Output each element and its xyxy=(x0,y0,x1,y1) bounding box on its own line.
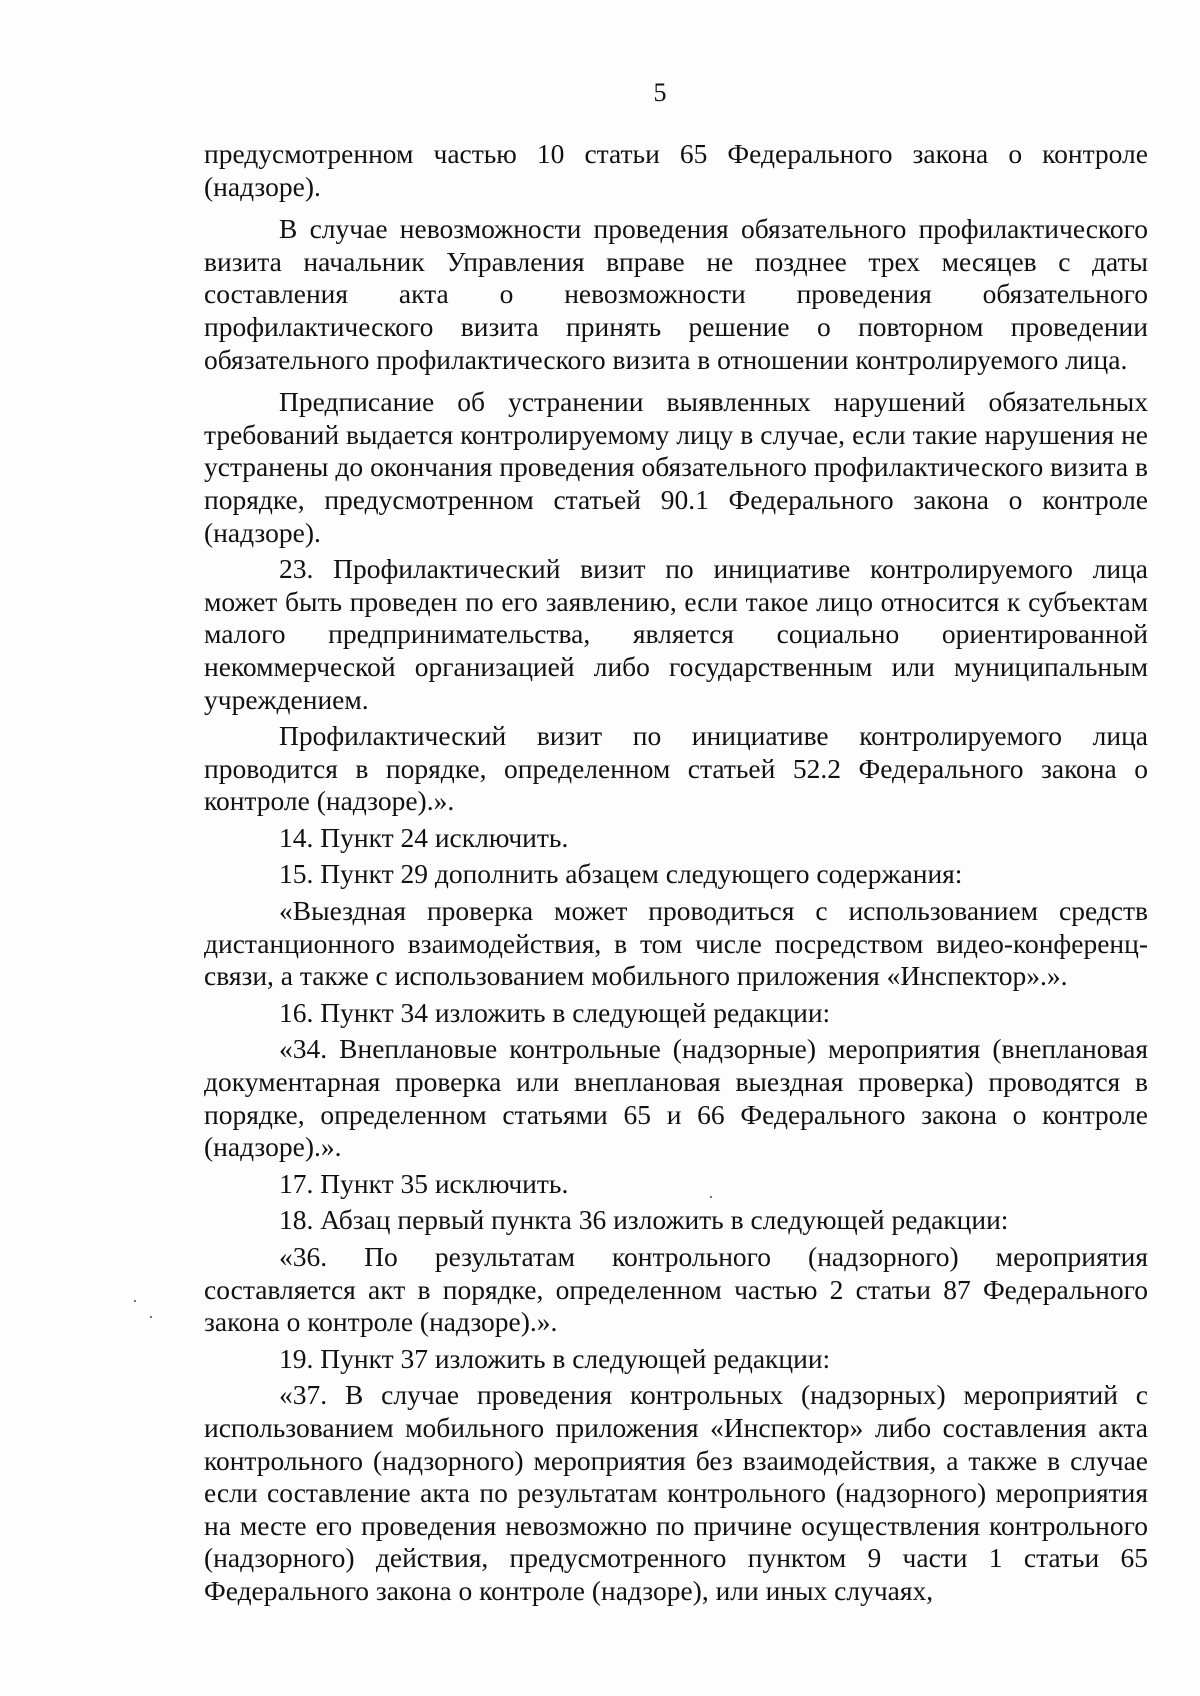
paragraph-item-15-quote: «Выездная проверка может проводиться с использованием средств дистанционного взаимодействия, в том числе посредством видео-конференц-связи, а также с использованием мобильного приложения «Инспектор».». xyxy=(204,895,1148,992)
paragraph-item-34-quote: «34. Внеплановые контрольные (надзорные) мероприятия (внеплановая документарная проверка или внеплановая выездная проверка) проводятся в порядке, определенном статьями 65 и 66 Федерального закона о контроле (надзоре).». xyxy=(204,1033,1148,1163)
paragraph-item-18: 18. Абзац первый пункта 36 изложить в следующей редакции: xyxy=(279,1204,1009,1236)
paragraph-item-14: 14. Пункт 24 исключить. xyxy=(279,821,569,853)
paragraph-item-15: 15. Пункт 29 дополнить абзацем следующего содержания: xyxy=(279,858,963,890)
paragraph-item-23: 23. Профилактический визит по инициативе контролируемого лица может быть проведен по его заявлению, если такое лицо относится к субъектам малого предпринимательства, является социально ориентированной некоммерческой организацией либо государственным или муниципальным учреждением. xyxy=(204,553,1148,715)
paragraph-repeat-visit: В случае невозможности проведения обязательного профилактического визита начальник Управления вправе не позднее трех месяцев с даты составления акта о невозможности проведения обязательного профилактического визита принять решение о повторном проведении обязательного профилактического визита в отношении контролируемого лица. xyxy=(204,213,1148,375)
scan-speck xyxy=(150,1316,152,1318)
scan-speck xyxy=(710,1196,712,1198)
paragraph-item-16: 16. Пункт 34 изложить в следующей редакции: xyxy=(279,996,831,1028)
paragraph-initiative-visit: Профилактический визит по инициативе контролируемого лица проводится в порядке, определенном статьей 52.2 Федерального закона о контроле (надзоре).». xyxy=(204,720,1148,817)
paragraph-item-19: 19. Пункт 37 изложить в следующей редакции: xyxy=(279,1342,831,1374)
paragraph-item-36-quote: «36. По результатам контрольного (надзорного) мероприятия составляется акт в порядке, определенном частью 2 статьи 87 Федерального закона о контроле (надзоре).». xyxy=(204,1241,1148,1338)
paragraph-item-37-quote: «37. В случае проведения контрольных (надзорных) мероприятий с использованием мобильного приложения «Инспектор» либо составления акта контрольного (надзорного) мероприятия без взаимодействия, а также в случае если составление акта по результатам контрольного (надзорного) мероприятия на месте его проведения невозможно по причине осуществления контрольного (надзорного) действия, предусмотренного пунктом 9 части 1 статьи 65 Федерального закона о контроле (надзоре), или иных случаях, xyxy=(204,1379,1148,1606)
paragraph-continuation: предусмотренном частью 10 статьи 65 Федерального закона о контроле (надзоре). xyxy=(204,138,1148,202)
paragraph-item-17: 17. Пункт 35 исключить. xyxy=(279,1167,569,1199)
paragraph-prescription: Предписание об устранении выявленных нарушений обязательных требований выдается контролируемому лицу в случае, если такие нарушения не устранены до окончания проведения обязательного профилактического визита в порядке, предусмотренном статьей 90.1 Федерального закона о контроле (надзоре). xyxy=(204,386,1148,548)
scan-speck xyxy=(134,1300,136,1302)
page-number: 5 xyxy=(653,78,667,107)
document-body xyxy=(204,138,1148,1608)
